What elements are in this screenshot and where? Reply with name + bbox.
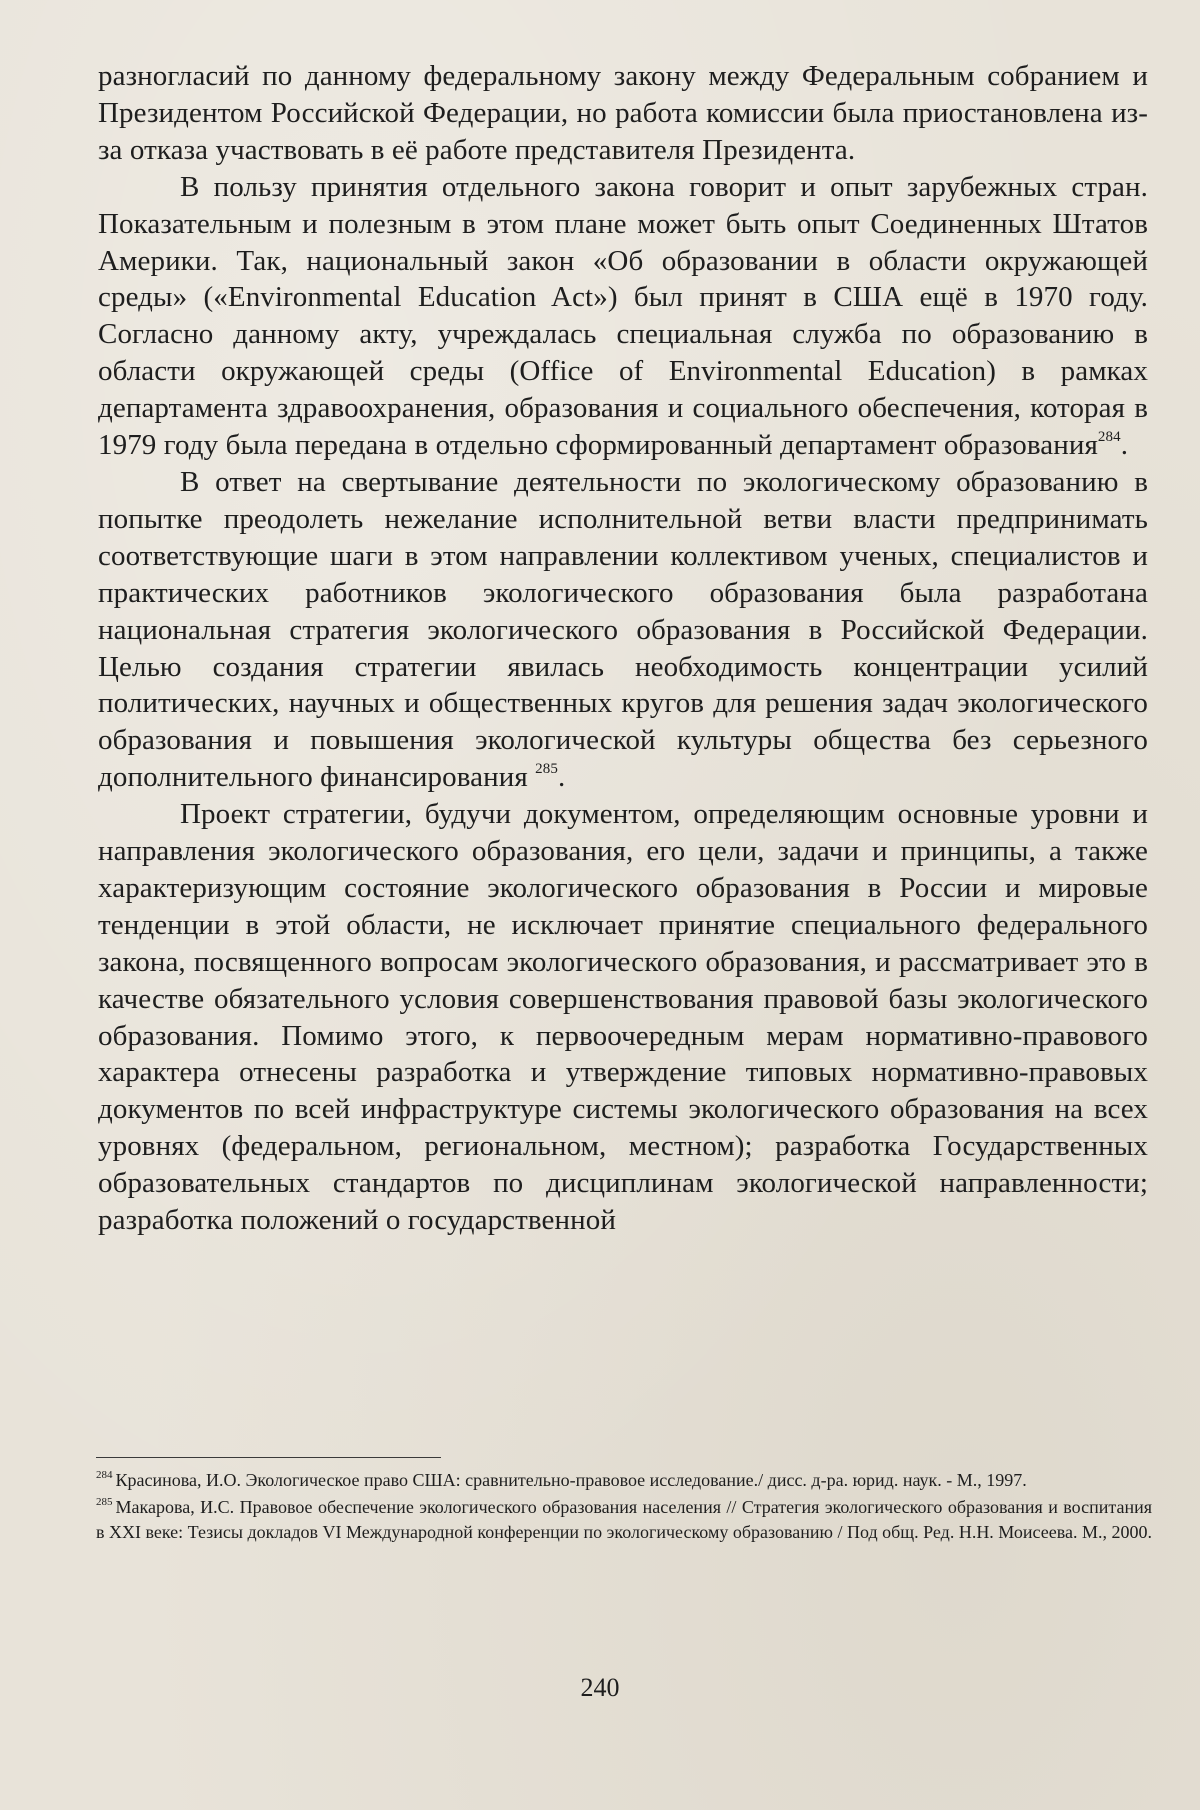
footnote-number: 284 [96, 1469, 113, 1481]
footnote-ref-284[interactable]: 284 [1097, 429, 1121, 446]
paragraph-1-text: разногласий по данному федеральному закону между Федеральным собранием и Президентом Российской Федерации, но работа комиссии была приостановлена из-за отказа участвовать в её работе представителя Президента. [98, 60, 1148, 166]
paragraph-2-text: В пользу принятия отдельного закона говорит и опыт зарубежных стран. Показательным и полезным в этом плане может быть опыт Соединенных Штатов Америки. Так, национальный закон «Об образовании в области окружающей среды» («Environmental Education Act») был принят в США ещё в 1970 году. Согласно данному акту, учреждалась специальная служба по образованию в области окружающей среды (Office of Environmental Education) в рамках департамента здравоохранения, образования и социального обеспечения, которая в 1979 году была передана в отдельно сформированный департамент образования [98, 170, 1148, 462]
paragraph-3-text: В ответ на свертывание деятельности по экологическому образованию в попытке преодолеть нежелание исполнительной ветви власти предпринимать соответствующие шаги в этом направлении коллективом ученых, специалистов и практических работников экологического образования была разработана национальная стратегия экологического образования в Российской Федерации. Целью создания стратегии явилась необходимость концентрации усилий политических, научных и общественных кругов для решения задач экологического образования и повышения экологической культуры общества без серьезного дополнительного финансирования [98, 465, 1148, 794]
footnotes [96, 1468, 1152, 1547]
footnote-285 [96, 1495, 1152, 1545]
footnote-ref-285[interactable]: 285 [535, 761, 558, 778]
main-text [98, 58, 1148, 1239]
footnote-text: Макарова, И.С. Правовое обеспечение экологического образования населения // Стратегия экологического образования и воспитания в XXI веке: Тезисы докладов VI Международной конференции по экологическому образованию / Под общ. Ред. Н.Н. Моисеева. М., 2000. [96, 1497, 1152, 1542]
paragraph-1 [98, 58, 1148, 169]
footnote-text: Красинова, И.О. Экологическое право США: сравнительно-правовое исследование./ дисс. д-ра. юрид. наук. - М., 1997. [115, 1470, 1027, 1490]
footnote-separator [96, 1457, 441, 1458]
paragraph-3-tail: . [557, 761, 566, 794]
paragraph-2 [98, 169, 1148, 464]
paragraph-3 [98, 464, 1148, 796]
paragraph-4-text: Проект стратегии, будучи документом, определяющим основные уровни и направления экологического образования, его цели, задачи и принципы, а также характеризующим состояние экологического образования в России и мировые тенденции в этой области, не исключает принятие специального федерального закона, посвященного вопросам экологического образования, и рассматривает это в качестве обязательного условия совершенствования правовой базы экологического образования. Помимо этого, к первоочередным мерам нормативно-правового характера отнесены разработка и утверждение типовых нормативно-правовых документов по всей инфраструктуре системы экологического образования на всех уровнях (федеральном, региональном, местном); разработка Государственных образовательных стандартов по дисциплинам экологической направленности; разработка положений о государственной [98, 798, 1148, 1237]
paragraph-2-tail: . [1120, 429, 1129, 462]
page-number: 240 [580, 1673, 620, 1702]
footnote-284 [96, 1468, 1152, 1493]
footnote-number: 285 [96, 1496, 113, 1508]
paragraph-4 [98, 796, 1148, 1239]
